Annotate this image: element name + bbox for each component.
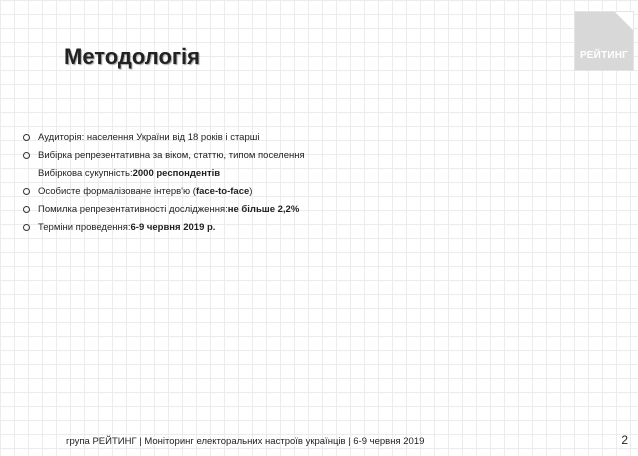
methodology-list (23, 128, 583, 236)
footer-caption: група РЕЙТИНГ | Моніторинг електоральних настроїв українців | 6-9 червня 2019 (66, 436, 425, 447)
list-item-error (23, 200, 583, 218)
list-item-bold: 2000 респондентів (132, 167, 221, 179)
list-item-sample (23, 146, 583, 164)
bullet-circle-icon (23, 224, 30, 231)
page-number: 2 (621, 433, 628, 447)
logo-corner-fold (615, 12, 633, 30)
list-item-bold: не більше 2,2% (227, 203, 300, 215)
list-item-text: Терміни проведення: (38, 221, 131, 233)
bullet-circle-icon (23, 188, 30, 195)
list-item-audience (23, 128, 583, 146)
list-item-suffix: ) (249, 185, 253, 197)
bullet-circle-icon (23, 134, 30, 141)
list-item-text: Вибірка репрезентативна за віком, статтю, типом поселення (38, 149, 305, 161)
list-item-text: Вибіркова сукупність: (38, 167, 133, 179)
list-item-sample-size (23, 164, 583, 182)
list-item-text: Помилка репрезентативності дослідження: (38, 203, 228, 215)
list-item-interview (23, 182, 583, 200)
list-item-text: Особисте формалізоване інтерв'ю ( (38, 185, 196, 197)
list-item-bold: 6-9 червня 2019 р. (130, 221, 216, 233)
bullet-circle-icon (23, 206, 30, 213)
list-item-dates (23, 218, 583, 236)
logo-text: РЕЙТИНГ (579, 50, 629, 61)
bullet-circle-icon (23, 152, 30, 159)
list-item-bold: face-to-face (195, 185, 250, 197)
page-title: Методологія (64, 44, 200, 69)
list-item-text: Аудиторія: населення України від 18 років і старші (38, 131, 260, 143)
